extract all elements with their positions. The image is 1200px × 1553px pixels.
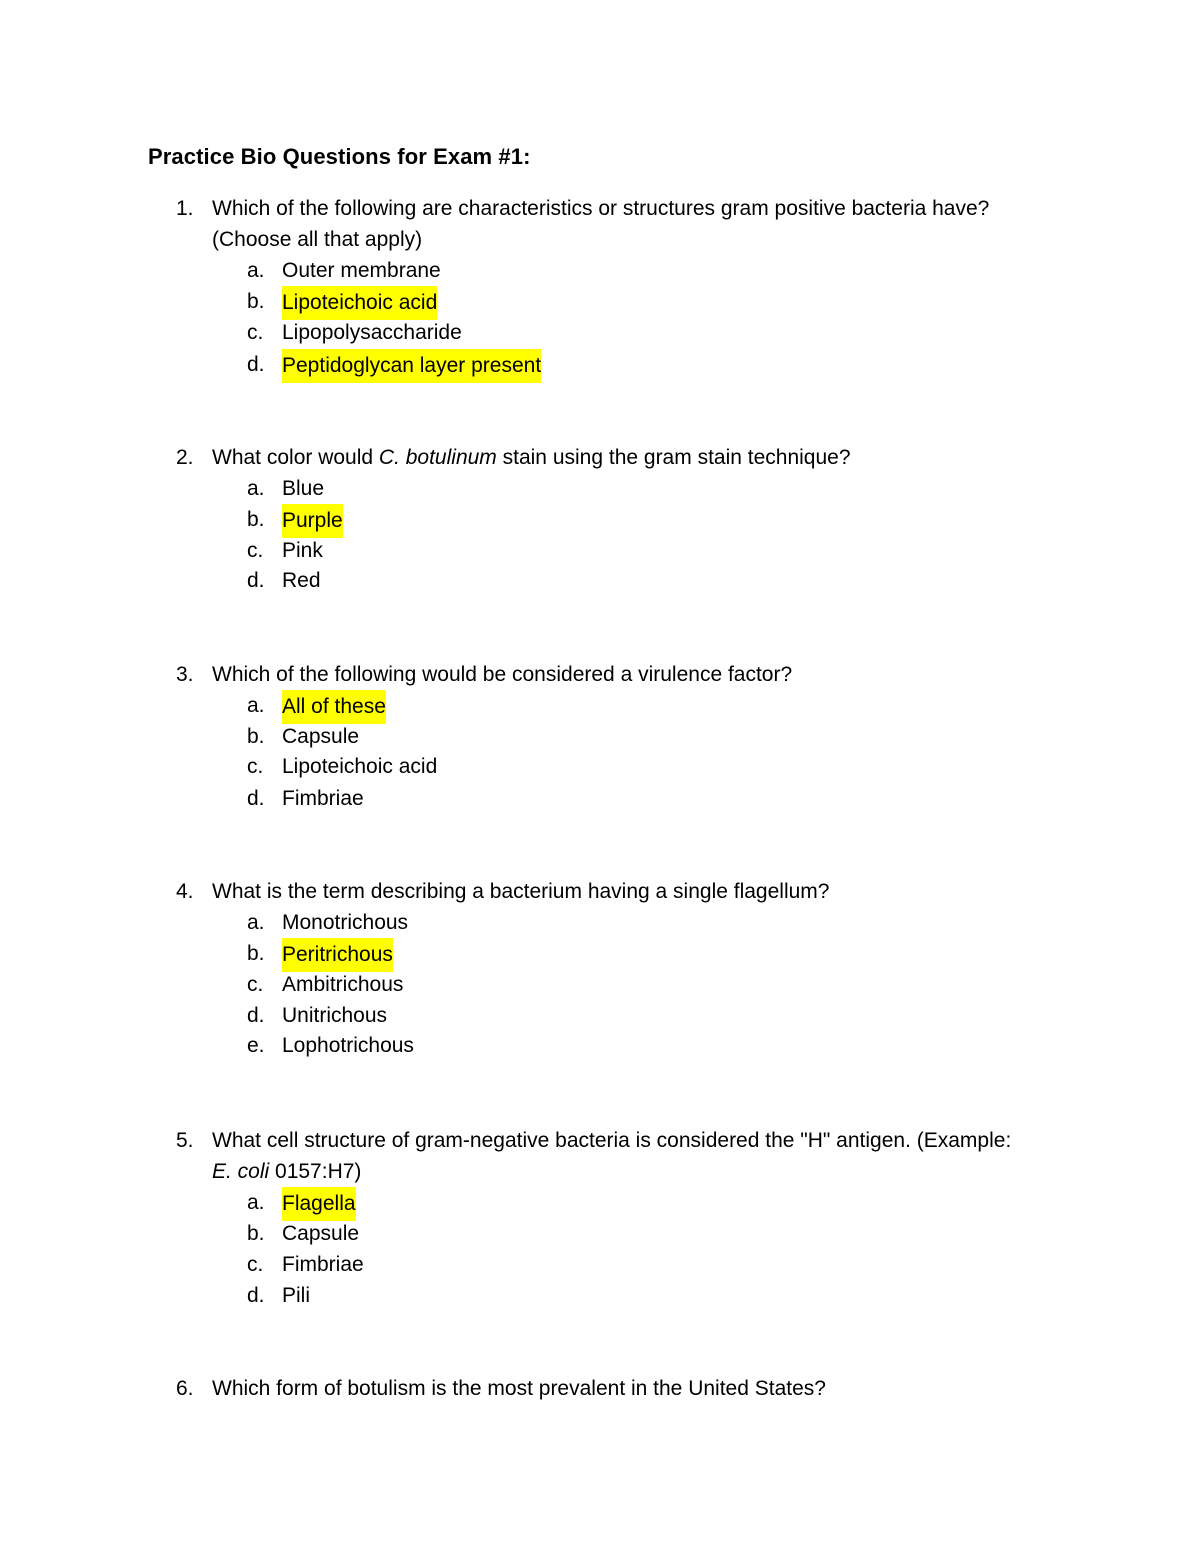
option-text: Pili — [282, 1284, 311, 1307]
option-text: Pink — [282, 539, 323, 562]
question-text-part: What color would — [212, 446, 379, 469]
option-text: Ambitrichous — [282, 973, 404, 996]
option-letter: d. — [247, 1004, 265, 1027]
option-letter: e. — [247, 1034, 265, 1057]
option-text-highlighted: Flagella — [282, 1187, 356, 1221]
question-text — [212, 442, 851, 473]
question-number: 3. — [176, 663, 194, 686]
option-text: Lipopolysaccharide — [282, 321, 462, 344]
page-title: Practice Bio Questions for Exam #1: — [148, 144, 531, 169]
question-text: What is the term describing a bacterium having a single flagellum? — [212, 880, 830, 903]
species-name: C. botulinum — [378, 446, 497, 469]
option-letter: a. — [247, 259, 265, 282]
option-text: Blue — [282, 477, 325, 500]
species-name: E. coli — [212, 1160, 270, 1183]
option-text: Capsule — [282, 1222, 360, 1245]
option-text: Monotrichous — [282, 911, 409, 934]
option-letter: d. — [247, 1284, 265, 1307]
option-text-highlighted: Peptidoglycan layer present — [282, 349, 541, 383]
option-letter: d. — [247, 787, 265, 810]
option-text: Outer membrane — [282, 259, 441, 282]
option-letter: b. — [247, 725, 265, 748]
option-text-highlighted: Peritrichous — [282, 938, 393, 972]
option-letter: b. — [247, 942, 265, 965]
option-text: Lophotrichous — [282, 1034, 414, 1057]
question-number: 6. — [176, 1377, 194, 1400]
question-text-part: 0157:H7) — [269, 1160, 362, 1183]
option-letter: a. — [247, 1191, 265, 1214]
question-text: Which of the following would be considered a virulence factor? — [212, 663, 793, 686]
option-letter: a. — [247, 477, 265, 500]
option-text: Fimbriae — [282, 787, 364, 810]
option-text-highlighted: Purple — [282, 504, 343, 538]
option-text: Fimbriae — [282, 1253, 364, 1276]
option-letter: c. — [247, 755, 264, 778]
question-text: What cell structure of gram-negative bacteria is considered the "H" antigen. (Example: — [212, 1129, 1012, 1152]
question-text: Which form of botulism is the most prevalent in the United States? — [212, 1377, 826, 1400]
option-text: Unitrichous — [282, 1004, 388, 1027]
option-letter: c. — [247, 1253, 264, 1276]
question-text-continued: (Choose all that apply) — [212, 228, 423, 251]
question-number: 5. — [176, 1129, 194, 1152]
option-letter: b. — [247, 508, 265, 531]
option-letter: a. — [247, 694, 265, 717]
option-letter: b. — [247, 290, 265, 313]
option-letter: c. — [247, 539, 264, 562]
option-text-highlighted: All of these — [282, 690, 386, 724]
option-letter: c. — [247, 973, 264, 996]
question-number: 1. — [176, 197, 194, 220]
option-text: Lipoteichoic acid — [282, 755, 438, 778]
option-letter: d. — [247, 569, 265, 592]
option-text-highlighted: Lipoteichoic acid — [282, 286, 437, 320]
question-text-continued — [212, 1156, 361, 1187]
option-letter: a. — [247, 911, 265, 934]
option-letter: c. — [247, 321, 264, 344]
question-text: Which of the following are characteristics or structures gram positive bacteria have? — [212, 197, 990, 220]
option-letter: d. — [247, 353, 265, 376]
option-letter: b. — [247, 1222, 265, 1245]
question-text-part: stain using the gram stain technique? — [496, 446, 851, 469]
option-text: Red — [282, 569, 321, 592]
question-number: 4. — [176, 880, 194, 903]
question-number: 2. — [176, 446, 194, 469]
option-text: Capsule — [282, 725, 360, 748]
